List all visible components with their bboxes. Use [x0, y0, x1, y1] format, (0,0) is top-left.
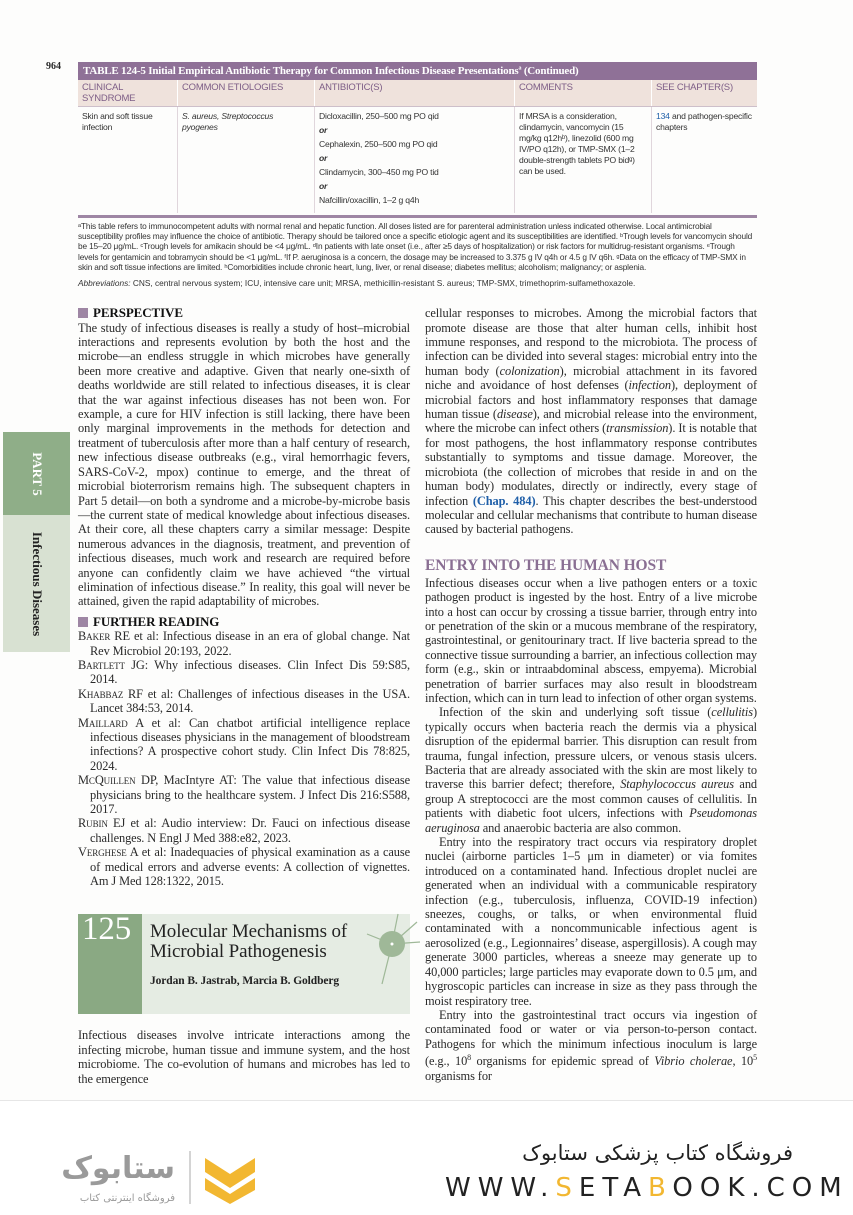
text-run: ). It is notable that for most pathogens, the host inflammatory response contributes substantially to symptoms and tissue damage. Moreover, the microbiota (the collection of microbes that reside in and on the human body) modulates, directly or indirectly, every stage of infection — [425, 421, 757, 508]
reference-item — [78, 773, 410, 816]
paragraph — [425, 306, 757, 537]
text-run: 5 — [753, 1053, 758, 1063]
heading-square-icon — [78, 617, 88, 627]
reference-item — [78, 687, 410, 716]
heading-text: FURTHER READING — [93, 613, 220, 629]
chapter-rest: and pathogen-specific chapters — [656, 111, 752, 132]
table-title-text: TABLE 124-5 Initial Empirical Antibiotic Therapy for Common Infectious Disease Presentations — [83, 65, 519, 77]
text-run: , 10 — [732, 1054, 754, 1069]
table-title-suffix: (Continued) — [521, 65, 579, 77]
text-run: and group A streptococci are the most common causes of cellulitis. In patients with diabetic foot ulcers, infections with — [425, 777, 758, 821]
cell-chapters — [652, 107, 757, 213]
chapter-header — [78, 911, 410, 1014]
antibiotic-table — [78, 62, 757, 218]
col-header: SEE CHAPTER(S) — [656, 82, 733, 93]
side-tab — [3, 432, 70, 652]
chapter-reference-link[interactable]: (Chap. 484) — [472, 493, 536, 508]
text-run: ), microbial attachment in its favored niche and avoidance of host defenses ( — [425, 363, 757, 393]
italic-term: cellulitis — [711, 705, 753, 720]
reference-author: Baker — [78, 629, 111, 644]
or-label: or — [319, 153, 328, 163]
logo-subtext: فروشگاه اینترنتی کتاب — [79, 1193, 175, 1205]
antibiotic-option: Clindamycin, 300–450 mg PO tid — [319, 167, 439, 177]
reference-item — [78, 658, 410, 687]
abbr-text: CNS, central nervous system; ICU, intensive care unit; MRSA, methicillin-resistant S. aureus; TMP-SMX, trimethoprim-sulfamethoxazole. — [130, 278, 636, 289]
text-run: Entry into the respiratory tract occurs via respiratory droplet nuclei (airborne particles 1–5 μm in diameter) or via fomites introduced on a contaminated hand. Infectious droplet nuclei are generated when an individual with a communicable respiratory infection (e.g., tuberculosis, influenza, COVID-19 infection) sneezes, coughs, or talks, or when environmental fluid contaminated with a noncommunicable infectious agent is aerosolized (e.g., Legionnaires’ disease, aspergillosis). A cough may generate 3000 particles, whereas a sneeze may generate up to 40,000 particles; large particles may evaporate down to 0.5 μm, and hygroscopic particles can increase in size as they pass through the moist respiratory tree. — [425, 835, 757, 1008]
text-run: . This chapter describes the best-understood molecular and cellular mechanisms that contribute to human disease caused by bacterial pathogens. — [425, 493, 758, 537]
entry-heading: ENTRY INTO THE HUMAN HOST — [425, 556, 667, 574]
heading-square-icon — [78, 308, 88, 318]
table-title — [78, 62, 757, 80]
table-header-row — [78, 80, 757, 107]
reference-item — [78, 845, 410, 888]
paragraph — [425, 1008, 757, 1083]
chapter-number: 125 — [78, 914, 142, 1014]
reference-item — [78, 716, 410, 774]
antibiotic-option: Nafcillin/oxacillin, 1–2 g q4h — [319, 195, 420, 205]
microbe-splash-icon — [362, 914, 422, 994]
paragraph — [425, 576, 757, 706]
left-column — [78, 306, 410, 1086]
perspective-heading — [78, 306, 410, 320]
table-title-sup: a — [518, 65, 522, 72]
part-label: PART 5 — [29, 451, 45, 496]
store-name: فروشگاه کتاب پزشکی ستابوک — [522, 1141, 793, 1166]
section-label: Infectious Diseases — [29, 531, 45, 636]
chapter-title-line1: Molecular Mechanisms of — [150, 921, 348, 943]
logo-text: ستابوک — [61, 1151, 175, 1187]
text-run: ), and microbial release into the environment, where the microbe can infect others ( — [425, 407, 758, 436]
text-run: Infection of the skin and underlying soft tissue ( — [439, 705, 712, 720]
heading-text: PERSPECTIVE — [93, 305, 183, 321]
url-part: ETA — [578, 1173, 648, 1204]
url-part: S — [555, 1173, 579, 1204]
two-column-body — [78, 306, 757, 1086]
reference-item — [78, 816, 410, 845]
italic-term: transmission — [606, 421, 669, 436]
chapter-title-line2: Microbial Pathogenesis — [150, 941, 327, 963]
antibiotic-option: Dicloxacillin, 250–500 mg PO qid — [319, 111, 439, 121]
perspective-text: The study of infectious diseases is really a study of host–microbial interactions and represents evolution by both the host and the microbe—an endless struggle in which microbes have generally been more creative and adaptive. Given that nearly one-sixth of deaths worldwide are still related to infectious diseases, it is clear that the war against infectious diseases has not been won. For example, a cure for HIV infection is still lacking, there have been only marginal improvements in the methods for detection and treatment of tuberculosis after more than a half century of research, new infectious disease outbreaks (e.g., viral hemorrhagic fevers, SARS-CoV-2, mpox) continue to emerge, and the threat of microbial bioterrorism remains high. The subsequent chapters in Part 5 detail—on both a syndrome and a microbe-by-microbe basis—the current state of medical knowledge about infectious diseases. At their core, all these chapters carry a similar message: Despite numerous advances in the diagnosis, treatment, and prevention of infectious diseases, much work and research are required before anyone can confidently claim we have achieved “the virtual elimination of infectious disease.” In reality, this goal will never be attained, given the rapid adaptability of microbes. — [78, 320, 410, 609]
abbr-label: Abbreviations: — [78, 278, 131, 289]
col-header: CLINICAL SYNDROME — [78, 80, 178, 106]
url-part: B — [648, 1173, 673, 1204]
page-number: 964 — [46, 61, 61, 72]
reference-item — [78, 629, 410, 658]
store-url — [445, 1173, 849, 1203]
italic-term: disease — [496, 407, 533, 422]
reference-text: DP, MacIntyre AT: The value that infectious disease physicians bring to the healthcare system. J Infect Dis 216:S588, 2017. — [90, 773, 410, 817]
reference-text: EJ et al: Audio interview: Dr. Fauci on infectious disease challenges. N Engl J Med 388:e82, 2023. — [90, 816, 410, 845]
text-run: Infectious diseases occur when a live pathogen enters or a toxic pathogen product is ingested by the host. Entry of a live microbe into a host can occur by crossing a tissue barrier, through entry into or penetration of the skin or a mucous membrane of the respiratory, gastrointestinal, or genitourinary tract. If live bacteria spread to the connective tissue surrounding a barrier, an infectious collection may form (e.g., skin or intraabdominal abscess, empyema). Microbial penetration of barrier surfaces may also result in bloodstream infection, which can in turn lead to infection of other organ systems. — [425, 575, 757, 705]
reference-text: JG: Why infectious diseases. Clin Infect Dis 59:S85, 2014. — [90, 657, 410, 687]
text-run: organisms for epidemic spread of — [471, 1054, 655, 1069]
text-run: Entry into the gastrointestinal tract occurs via ingestion of contaminated food or water or via person-to-person contact. Pathogens for which the minimum infectious inoculum is large (e.g., 10 — [425, 1007, 757, 1069]
reference-text: A et al: Can chatbot artificial intelligence replace infectious diseases physicians in the management of bloodstream infections? A prospective cohort study. Clin Infect Dis 78:825, 2024. — [90, 715, 410, 773]
table-footnotes: ᵃThis table refers to immunocompetent adults with normal renal and hepatic function. All doses listed are for parenteral administration unless indicated otherwise. Local antimicrobial susceptibility profiles may influence the choice of antibiotic. Therapy should be tailored once a specific etiologic agent and its susceptibilities are identified. ᵇTrough levels for vancomycin should be 15–20 μg/mL. ᶜTrough levels for amikacin should be <4 μg/mL. ᵈIn patients with late onset (i.e., after ≥5 days of hospitalization) or risk factors for multidrug-resistant organisms. ᵉTrough levels for gentamicin and tobramycin should be <1 μg/mL. ᶠIf P. aeruginosa is a concern, the dosage may be increased to 3.375 g IV q4h or 4.5 g IV q6h. ᵍData on the efficacy of TMP-SMX in skin and soft tissue infections are limited. ʰComorbidities include chronic heart, lung, liver, or renal disease; diabetes mellitus; alcoholism; malignancy; or asplenia. — [78, 221, 753, 272]
or-label: or — [319, 181, 328, 191]
text-run: 8 — [467, 1053, 472, 1063]
text-run: cellular responses to microbes. Among the microbial factors that promote disease are those that alter human cells, inhibit host immune responses, and respond to the microbiota. The process of infection can be divided into several stages: microbial entry into the human body ( — [425, 306, 757, 378]
reference-author: Maillard — [78, 715, 128, 730]
reference-author: Khabbaz — [78, 686, 124, 701]
table-bottom-rule — [78, 215, 757, 218]
reference-author: Verghese — [78, 845, 127, 860]
reference-list — [78, 629, 410, 888]
cell-etiologies: S. aureus, Streptococcus pyogenes — [178, 107, 315, 213]
italic-term: Pseudomonas aeruginosa — [425, 806, 757, 835]
text-run: organisms for — [425, 1068, 492, 1083]
italic-term: Vibrio cholerae — [654, 1054, 733, 1069]
further-reading-heading — [78, 615, 410, 629]
reference-text: RE et al: Infectious disease in an era of global change. Nat Rev Microbiol 20:193, 2022. — [90, 629, 410, 658]
cell-comments: If MRSA is a consideration, clindamycin, vancomycin (15 mg/kg q12hᵇ), linezolid (600 mg IV/PO q12h), or TMP-SMX (1–2 double-strength tablets PO bidᵍ) can be used. — [515, 107, 652, 213]
reference-author: Bartlett — [78, 657, 125, 672]
italic-term: colonization — [499, 363, 560, 378]
col-header: ANTIBIOTIC(S) — [315, 80, 515, 106]
chapter-authors: Jordan B. Jastrab, Marcia B. Goldberg — [150, 975, 340, 988]
text-run: and anaerobic bacteria are also common. — [479, 820, 682, 835]
paragraph — [425, 835, 757, 1008]
url-part: OOK.COM — [672, 1173, 849, 1204]
cell-antibiotics — [315, 107, 515, 213]
text-run: ), deployment of microbial factors and host inflammatory responses that damage human tissue ( — [425, 378, 758, 422]
antibiotic-option: Cephalexin, 250–500 mg PO qid — [319, 139, 438, 149]
cell-syndrome: Skin and soft tissue infection — [78, 107, 178, 213]
reference-text: RF et al: Challenges of infectious diseases in the USA. Lancet 384:53, 2014. — [90, 686, 410, 716]
setabook-logo — [61, 1146, 280, 1206]
reference-text: A et al: Inadequacies of physical examination as a cause of medical errors and adverse events: A collection of vignettes. Am J Med 128:1322, 2015. — [90, 845, 410, 889]
reference-author: Rubin — [78, 816, 108, 831]
reference-author: McQuillen — [78, 773, 136, 788]
table-row — [78, 107, 757, 213]
italic-term: Staphylococcus aureus — [620, 777, 734, 792]
right-column — [425, 306, 757, 1086]
watermark-banner — [0, 1100, 853, 1215]
italic-term: infection — [628, 378, 672, 393]
table-abbreviations — [78, 278, 757, 288]
chapter-link[interactable]: 134 — [656, 111, 670, 121]
col-header: COMMENTS — [515, 80, 652, 106]
or-label: or — [319, 125, 328, 135]
text-run: ) typically occurs when bacteria reach the dermis via a physical disruption of the epidermal barrier. This disruption can result from trauma, fungal infection, pressure ulcers, or venous stasis ulcers. Bacteria that are already associated with the skin are most likely to traverse this barrier defect; therefore, — [425, 705, 757, 792]
chapter-intro: Infectious diseases involve intricate interactions among the infecting microbe, human tissue and immune system, and the host microbiome. The co-evolution of humans and microbes has led to the emergence — [78, 1028, 410, 1086]
paragraph — [425, 705, 757, 835]
url-part: WWW. — [445, 1173, 556, 1204]
col-header: COMMON ETIOLOGIES — [178, 80, 315, 106]
